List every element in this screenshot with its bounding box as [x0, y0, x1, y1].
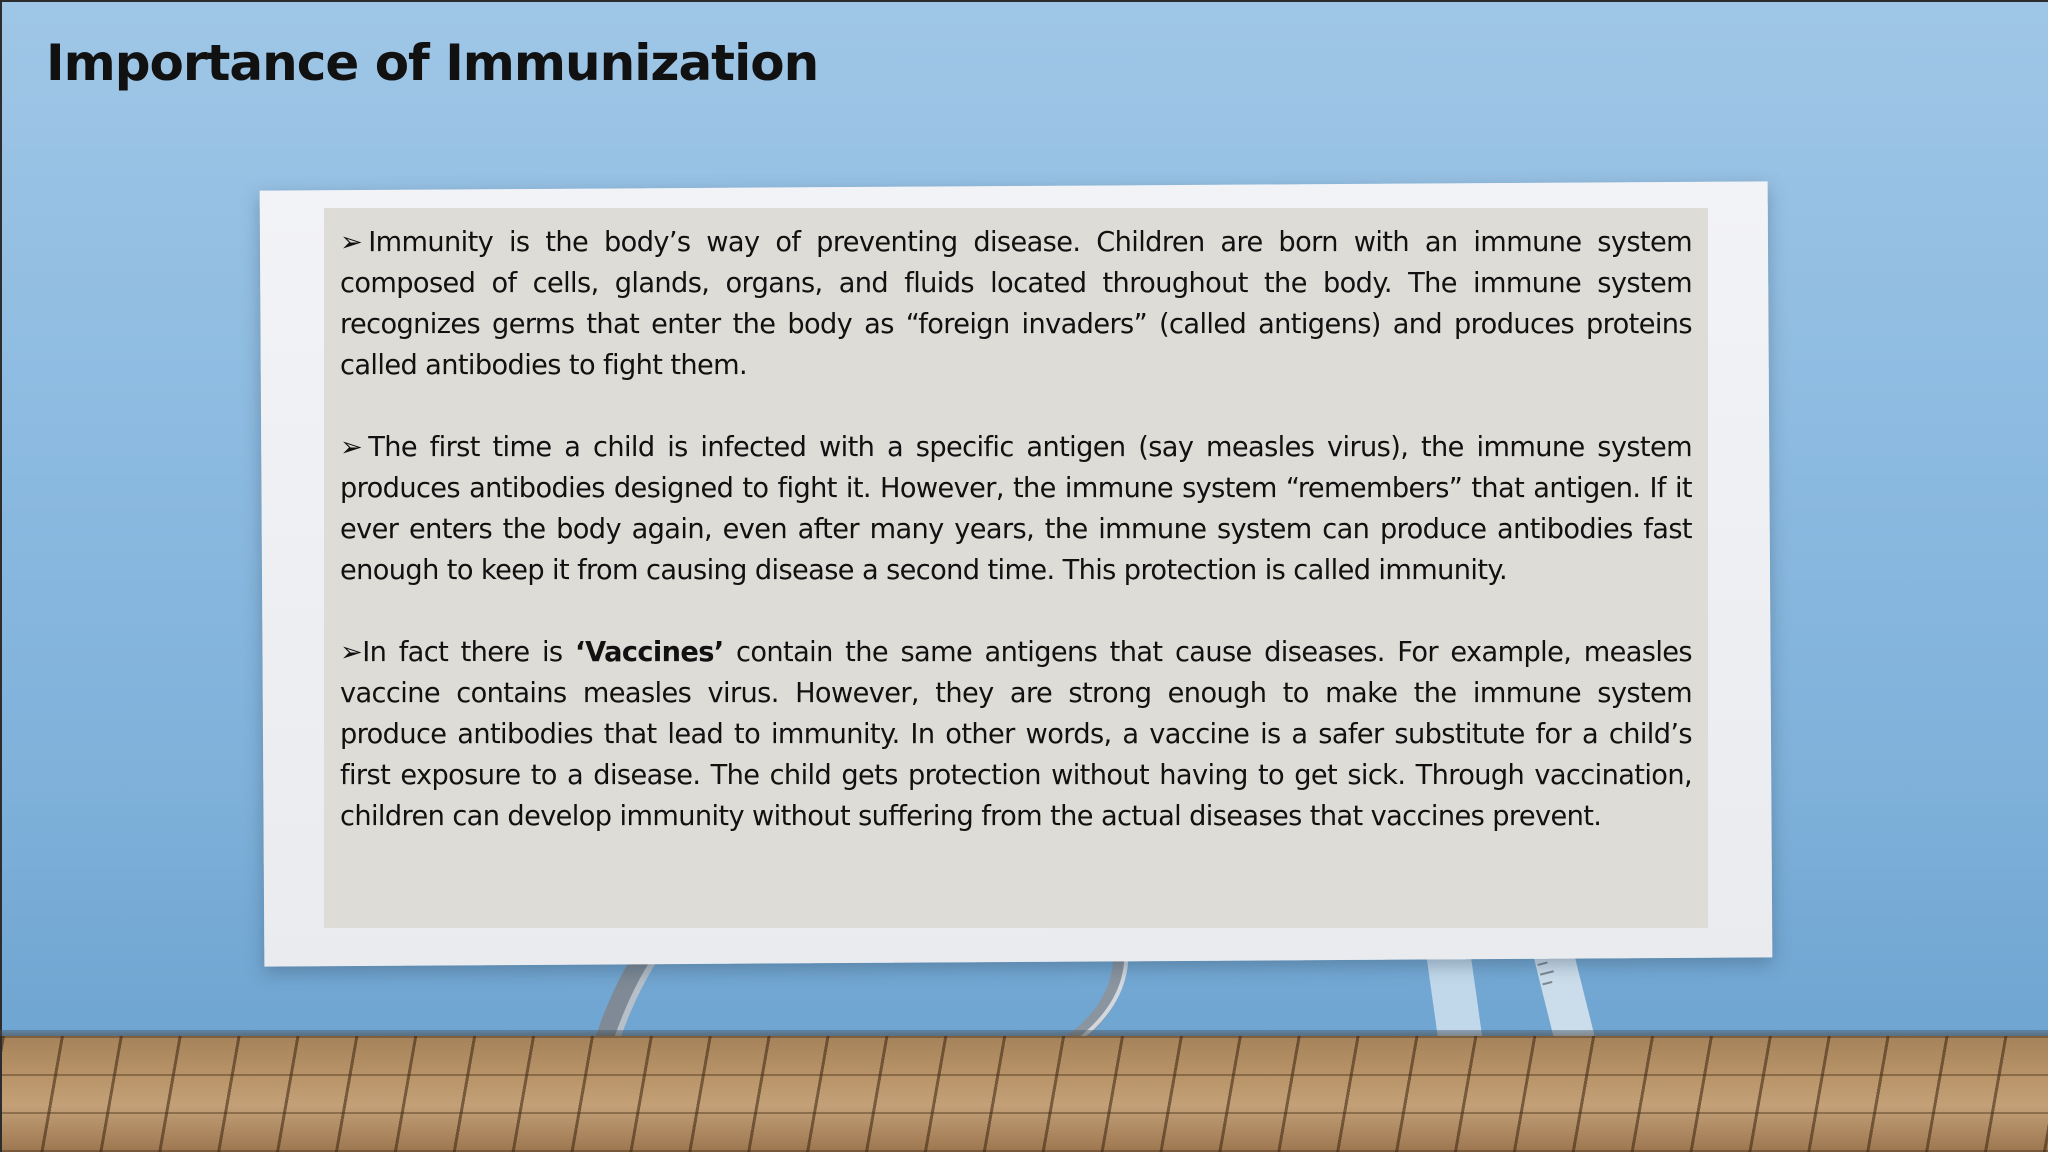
wooden-floor [0, 1036, 2048, 1152]
content-textbox [324, 208, 1708, 928]
vaccines-emphasis: ‘Vaccines’ [574, 637, 724, 668]
arrow-bullet-icon: ➢ [340, 637, 363, 668]
bullet-text: Immunity is the body’s way of preventing disease. Children are born with an immune system composed of cells, glands, organs, and fluids located throughout the body. The immune system recognizes germs that enter the body as “foreign invaders” (called antigens) and produces proteins called antibodies to fight them. [340, 227, 1692, 381]
arrow-bullet-icon: ➢ [340, 227, 363, 258]
bullet-paragraph-2 [340, 427, 1692, 591]
arrow-bullet-icon: ➢ [340, 432, 363, 463]
bullet-paragraph-3 [340, 632, 1692, 837]
bullet-text: The first time a child is infected with a specific antigen (say measles virus), the immune system produces antibodies designed to fight it. However, the immune system “remembers” that antigen. If it ever enters the body again, even after many years, the immune system can produce antibodies fast enough to keep it from causing disease a second time. This protection is called immunity. [340, 432, 1692, 586]
bullet-text-lead: In fact there is [362, 637, 575, 668]
bullet-text: contain the same antigens that cause diseases. For example, measles vaccine contains measles virus. However, they are strong enough to make the immune system produce antibodies that lead to immunity. In other words, a vaccine is a safer substitute for a child’s first exposure to a disease. The child gets protection without having to get sick. Through vaccination, children can develop immunity without suffering from the actual diseases that vaccines prevent. [340, 637, 1692, 832]
slide-title: Importance of Immunization [46, 34, 819, 92]
bullet-paragraph-1 [340, 222, 1692, 386]
